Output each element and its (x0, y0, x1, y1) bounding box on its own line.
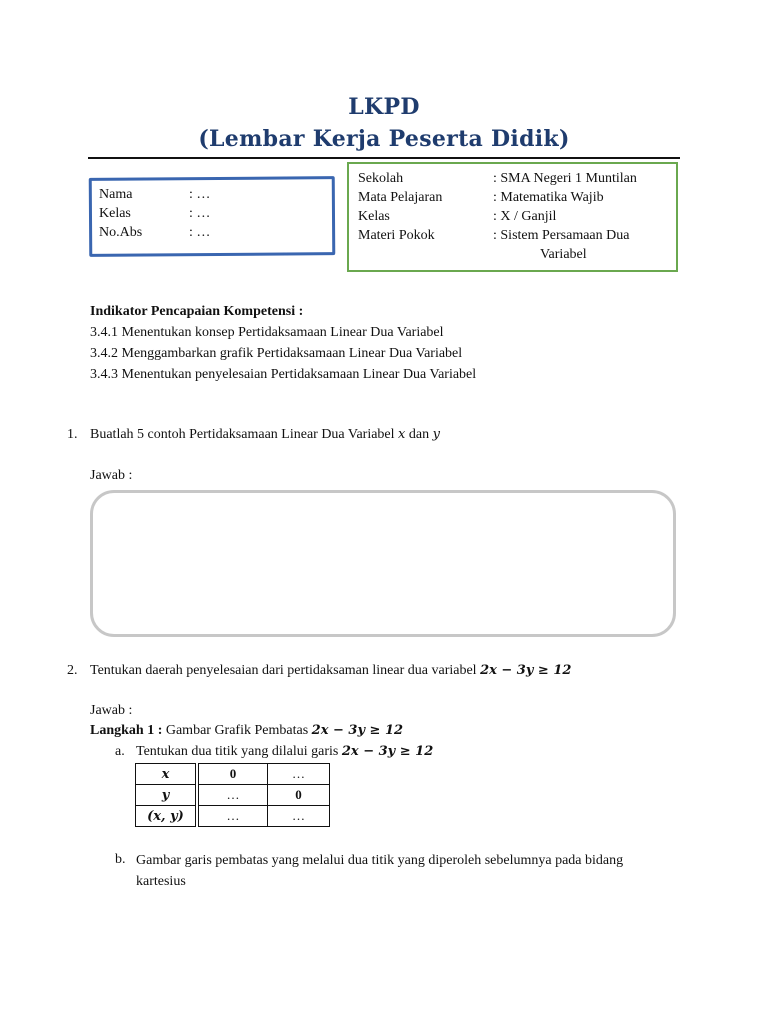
table-cell[interactable]: … (268, 806, 330, 827)
q1-number: 1. (67, 427, 78, 442)
topic-value: : Sistem Persamaan Dua (493, 228, 630, 243)
table-header-cell: y (136, 785, 198, 806)
q1-connector: dan (408, 427, 430, 442)
school-info-values (493, 169, 637, 264)
q2-sub-a-text: Tentukan dua titik yang dilalui garis (136, 744, 339, 759)
table-row (136, 764, 330, 785)
topic-value-continuation: Variabel (540, 247, 587, 262)
q1-answer-label: Jawab : (90, 468, 133, 483)
q2-step1-label: Langkah 1 : (90, 723, 163, 738)
page-subtitle: (Lembar Kerja Peserta Didik) (198, 126, 570, 152)
student-class-label: Kelas (99, 206, 131, 221)
school-label: Sekolah (358, 171, 404, 186)
table-row (136, 806, 330, 827)
q2-prompt (90, 661, 571, 680)
q2-step1-inequality: 2x − 3y ≥ 12 (311, 723, 404, 738)
table-cell: 0 (197, 764, 268, 785)
school-value: : SMA Negeri 1 Muntilan (493, 171, 637, 186)
table-header-cell: x (136, 764, 198, 785)
student-class-field[interactable]: : … (189, 206, 211, 221)
q1-var-x: x (398, 427, 406, 442)
q2-step1-text: Gambar Grafik Pembatas (165, 723, 309, 738)
q2-number: 2. (67, 663, 78, 678)
q2-sub-b-text-line1: Gambar garis pembatas yang melalui dua titik yang diperoleh sebelumnya pada bidang (136, 853, 624, 868)
q2-answer-label: Jawab : (90, 703, 133, 718)
q1-answer-box[interactable] (90, 490, 676, 637)
q2-sub-a-letter: a. (115, 744, 125, 759)
grade-label: Kelas (358, 209, 390, 224)
page-title: LKPD (348, 94, 420, 120)
points-table (135, 763, 330, 827)
q2-sub-b-text-line2: kartesius (136, 874, 186, 889)
table-cell: 0 (268, 785, 330, 806)
grade-value: : X / Ganjil (493, 209, 557, 224)
q2-sub-a (136, 742, 433, 761)
student-info-labels (99, 185, 142, 242)
q2-step1 (90, 721, 403, 740)
table-cell[interactable]: … (268, 764, 330, 785)
q1-var-y: y (432, 427, 440, 442)
student-name-label: Nama (99, 187, 133, 202)
q2-text: Tentukan daerah penyelesaian dari pertidaksaman linear dua variabel (90, 663, 477, 678)
indicators-section (90, 301, 476, 385)
school-info-labels (358, 169, 442, 245)
student-name-field[interactable]: : … (189, 187, 211, 202)
indicator-item: 3.4.2 Menggambarkan grafik Pertidaksamaan Linear Dua Variabel (90, 346, 463, 361)
indicator-item: 3.4.3 Menentukan penyelesaian Pertidaksamaan Linear Dua Variabel (90, 367, 477, 382)
table-cell[interactable]: … (197, 806, 268, 827)
table-cell[interactable]: … (197, 785, 268, 806)
topic-label: Materi Pokok (358, 228, 435, 243)
q2-sub-b-letter: b. (115, 852, 126, 867)
student-absent-number-field[interactable]: : … (189, 225, 211, 240)
indicator-item: 3.4.1 Menentukan konsep Pertidaksamaan Linear Dua Variabel (90, 325, 444, 340)
q1-text: Buatlah 5 contoh Pertidaksamaan Linear Dua Variabel (90, 427, 395, 442)
indicators-heading: Indikator Pencapaian Kompetensi : (90, 304, 304, 319)
student-info-values (189, 185, 210, 242)
student-absent-number-label: No.Abs (99, 225, 143, 240)
subject-value: : Matematika Wajib (493, 190, 604, 205)
table-row (136, 785, 330, 806)
header-divider (88, 157, 680, 159)
table-header-cell: (x, y) (136, 806, 198, 827)
q2-inequality: 2x − 3y ≥ 12 (480, 663, 572, 678)
subject-label: Mata Pelajaran (358, 190, 443, 205)
q2-sub-a-inequality: 2x − 3y ≥ 12 (341, 744, 434, 759)
q1-prompt (90, 425, 440, 444)
q2-sub-b (136, 850, 696, 892)
